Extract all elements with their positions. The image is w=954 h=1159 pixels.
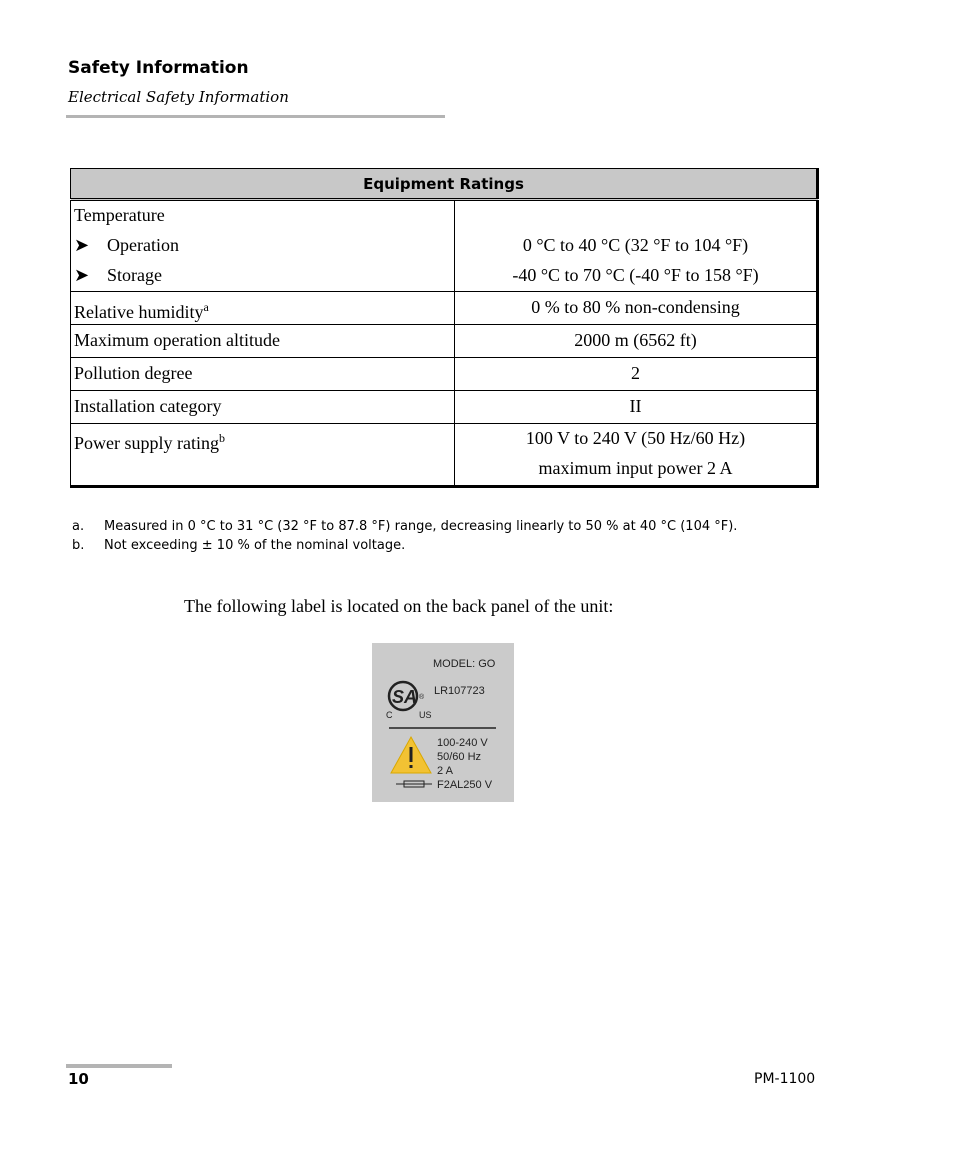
- device-fuse: F2AL250 V: [437, 779, 493, 791]
- footer-rule: [66, 1064, 172, 1068]
- device-us-mark: US: [419, 710, 432, 720]
- device-cert: LR107723: [434, 685, 485, 697]
- footnote-mark-a: a: [203, 300, 209, 314]
- power-value-line1: 100 V to 240 V (50 Hz/60 Hz): [525, 428, 746, 448]
- svg-text:SA: SA: [392, 687, 418, 707]
- header-rule: [66, 115, 445, 118]
- pollution-label: Pollution degree: [74, 363, 193, 383]
- installation-label: Installation category: [74, 396, 222, 416]
- table-row: [71, 200, 818, 292]
- device-label: [372, 643, 514, 802]
- table-title: Equipment Ratings: [71, 169, 818, 200]
- csa-logo-icon: [389, 682, 417, 710]
- warning-icon: [391, 737, 431, 773]
- installation-value: II: [629, 396, 642, 416]
- equipment-ratings-table: [70, 168, 819, 488]
- doc-id: PM-1100: [754, 1071, 816, 1087]
- arrow-bullet-icon: ➤: [74, 265, 90, 285]
- label-intro: The following label is located on the back panel of the unit:: [184, 596, 614, 616]
- device-current: 2 A: [437, 765, 453, 777]
- altitude-label: Maximum operation altitude: [74, 330, 280, 350]
- footnote-mark-b: b: [218, 431, 225, 445]
- table-row: [71, 424, 818, 487]
- header-title: Safety Information: [68, 58, 249, 78]
- fuse-icon: [396, 781, 432, 787]
- footnote-b: b. Not exceeding ± 10 % of the nominal voltage.: [72, 538, 406, 553]
- temperature-label: Temperature: [74, 205, 165, 225]
- table-row: [71, 391, 818, 424]
- device-voltage: 100-240 V: [437, 737, 488, 749]
- humidity-label: Relative humidity: [74, 302, 204, 322]
- operation-label: Operation: [107, 235, 179, 255]
- table-row: [71, 358, 818, 391]
- page-number: 10: [68, 1070, 89, 1088]
- device-frequency: 50/60 Hz: [437, 751, 482, 763]
- footnote-a: a. Measured in 0 °C to 31 °C (32 °F to 87.8 °F) range, decreasing linearly to 50 % at 40 °C (104 °F).: [72, 519, 738, 534]
- humidity-value: 0 % to 80 % non-condensing: [531, 297, 740, 317]
- storage-label: Storage: [107, 265, 162, 285]
- operation-value: 0 °C to 40 °C (32 °F to 104 °F): [522, 235, 749, 255]
- table-row: [71, 292, 818, 325]
- device-c-mark: C: [386, 710, 393, 720]
- header-subtitle: Electrical Safety Information: [68, 88, 289, 106]
- altitude-value: 2000 m (6562 ft): [574, 330, 697, 350]
- arrow-bullet-icon: ➤: [74, 235, 90, 255]
- table-row: [71, 325, 818, 358]
- registered-mark: ®: [419, 694, 425, 701]
- device-model: MODEL: GO: [433, 658, 496, 670]
- pollution-value: 2: [631, 363, 640, 383]
- storage-value: -40 °C to 70 °C (-40 °F to 158 °F): [512, 265, 759, 285]
- power-label: Power supply rating: [74, 433, 219, 453]
- power-value-line2: maximum input power 2 A: [538, 458, 733, 478]
